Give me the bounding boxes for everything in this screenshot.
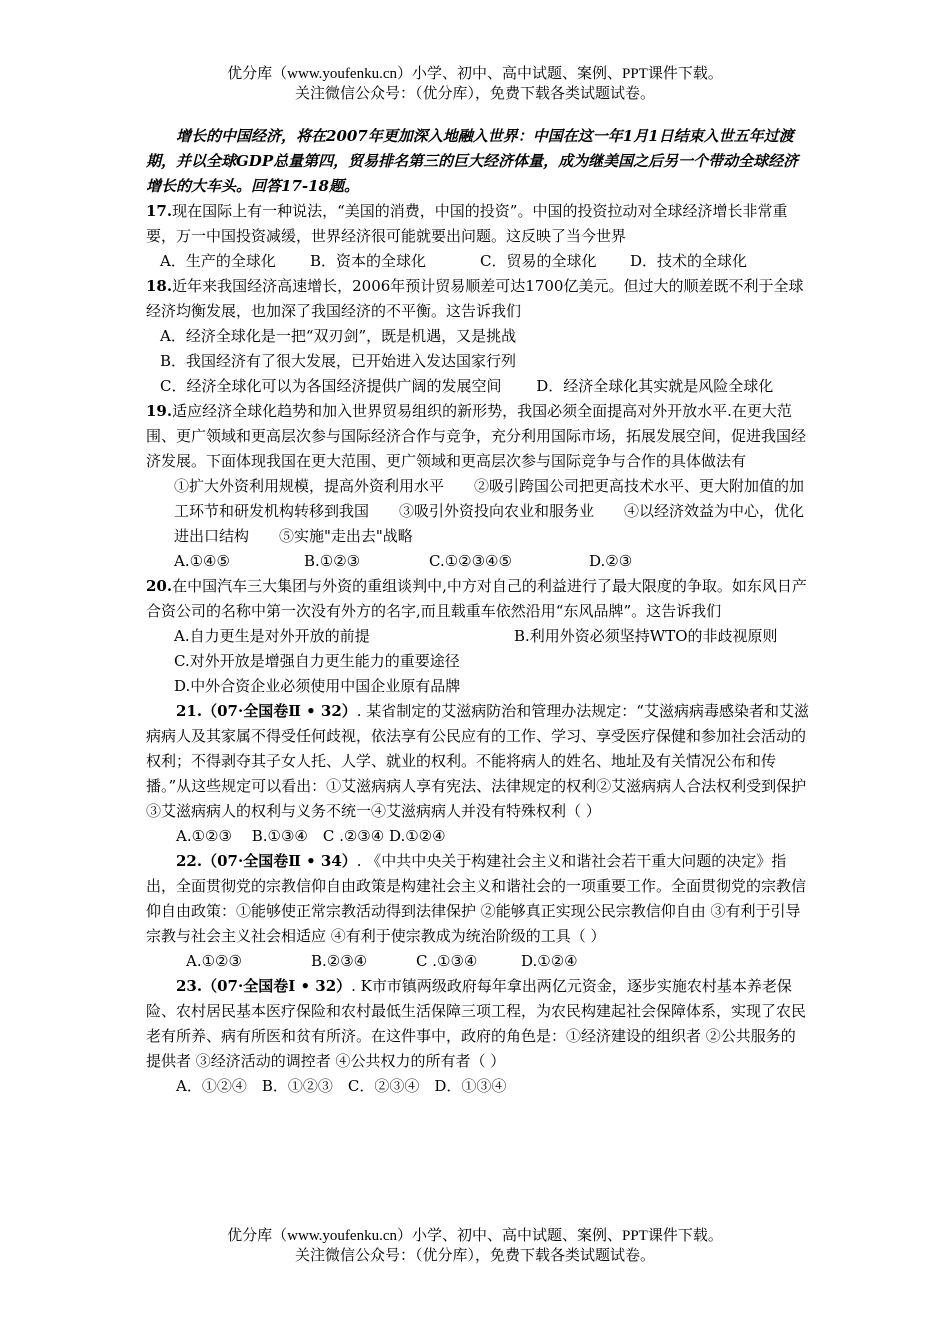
- q17-option-d: D．技术的全球化: [630, 252, 748, 270]
- q18-options-cd: [146, 374, 810, 399]
- q22-option-a: A.①②③: [186, 952, 242, 970]
- q20-option-c: C.对外开放是增强自力更生能力的重要途径: [174, 652, 460, 670]
- footer-line-2: 关注微信公众号：（优分库），免费下载各类试题试卷。: [294, 1248, 655, 1264]
- q18-option-d: D．经济全球化其实就是风险全球化: [536, 377, 774, 395]
- question-22-options: [146, 949, 810, 974]
- q17-option-c: C．贸易的全球化: [480, 252, 597, 270]
- question-19-number: 19.: [146, 402, 173, 420]
- q19-option-a: A.①④⑤: [174, 552, 230, 570]
- question-18-text: 近年来我国经济高速增长，2006年预计贸易顺差可达1700亿美元。但过大的顺差既不利于全球经济均衡发展，也加深了我国经济的不平衡。这告诉我们: [146, 277, 804, 320]
- question-23-source: （07·全国卷Ⅰ • 32）: [202, 977, 352, 995]
- q20-option-a: A.自力更生是对外开放的前提: [174, 627, 370, 645]
- page-header: [0, 64, 950, 104]
- question-17-options: [146, 249, 810, 274]
- q20-option-d: D.中外合资企业必须使用中国企业原有品牌: [174, 677, 461, 695]
- question-21-options: A.①②③ B.①③④ C .②③④ D.①②④: [176, 827, 446, 845]
- header-line-1: 优分库（www.youfenku.cn）小学、初中、高中试题、案例、PPT课件下载。: [227, 66, 723, 82]
- question-20-number: 20.: [146, 577, 173, 595]
- question-20-stem: [146, 574, 810, 624]
- question-17-number: 17.: [146, 202, 173, 220]
- q19-option-c: C.①②③④⑤: [429, 552, 512, 570]
- page-footer: [0, 1226, 950, 1266]
- document-body: [146, 124, 810, 1099]
- question-19-text: 适应经济全球化趋势和加入世界贸易组织的新形势，我国必须全面提高对外开放水平.在更大范围、更广领域和更高层次参与国际经济合作与竞争，充分利用国际市场，拓展发展空间，促进我国经济发展。下面体现我国在更大范围、更广领域和更高层次参与国际竞争与合作的具体做法有: [146, 402, 807, 470]
- question-23-options: A．①②④ B．①②③ C．②③④ D．①③④: [176, 1077, 507, 1095]
- question-21-number: 21.: [176, 702, 203, 720]
- question-22-source: （07·全国卷Ⅱ • 34）: [202, 852, 357, 870]
- question-21-source: （07·全国卷Ⅱ • 32）: [202, 702, 357, 720]
- question-18-stem: [146, 274, 810, 324]
- q22-option-b: B.②③④: [311, 952, 368, 970]
- q22-option-d: D.①②④: [521, 952, 578, 970]
- question-22-stem: [146, 849, 810, 949]
- question-19-options: [146, 549, 810, 574]
- q18-option-b: B．我国经济有了很大发展，已开始进入发达国家行列: [160, 352, 517, 370]
- question-17-text: 现在国际上有一种说法，“美国的消费，中国的投资”。中国的投资拉动对全球经济增长非常重要，万一中国投资减缓，世界经济很可能就要出问题。这反映了当今世界: [146, 202, 788, 245]
- q18-option-a: A．经济全球化是一把“双刃剑”，既是机遇，又是挑战: [160, 327, 517, 345]
- q17-option-b: B．资本的全球化: [310, 252, 427, 270]
- question-23-number: 23.: [176, 977, 203, 995]
- question-19-stem: [146, 399, 810, 474]
- q18-option-c: C．经济全球化可以为各国经济提供广阔的发展空间: [160, 377, 502, 395]
- q19-option-d: D.②③: [589, 552, 633, 570]
- question-23-text: . K市市镇两级政府每年拿出两亿元资金，逐步实施农村基本养老保险、农村居民基本医疗保险和农村最低生活保障三项工程，为农民构建起社会保障体系，实现了农民老有所养、病有所医和贫有所济。在这件事中，政府的角色是：①经济建设的组织者 ②公共服务的提供者 ③经济活动的调控者 ④公共权力的所有者（ ）: [146, 977, 807, 1070]
- q20-options-ab: [146, 624, 810, 649]
- header-line-2: 关注微信公众号：（优分库），免费下载各类试题试卷。: [294, 86, 655, 102]
- question-22-text: . 《中共中央关于构建社会主义和谐社会若干重大问题的决定》指出，全面贯彻党的宗教信仰自由政策是构建社会主义和谐社会的一项重要工作。全面贯彻党的宗教信仰自由政策：①能够使正常宗教活动得到法律保护 ②能够真正实现公民宗教信仰自由 ③有利于引导宗教与社会主义社会相适应 ④有利于使宗教成为统治阶级的工具（ ）: [146, 852, 807, 945]
- question-18-number: 18.: [146, 277, 173, 295]
- question-19-items: ①扩大外资利用规模，提高外资利用水平 ②吸引跨国公司把更高技术水平、更大附加值的加工环节和研发机构转移到我国 ③吸引外资投向农业和服务业 ④以经济效益为中心，优化进出口结构 ⑤实施"走出去"战略: [174, 477, 805, 545]
- question-17-stem: [146, 199, 810, 249]
- question-21-text: . 某省制定的艾滋病防治和管理办法规定：“艾滋病病毒感染者和艾滋病病人及其家属不得受任何歧视，依法享有公民应有的工作、学习、享受医疗保健和参加社会活动的权利；不得剥夺其子女人托、人学、就业的权利。不能将病人的姓名、地址及有关情况公布和传播。”从这些规定可以看出：①艾滋病病人享有宪法、法律规定的权利②艾滋病病人合法权利受到保护③艾滋病病人的权利与义务不统一④艾滋病病人并没有特殊权利（ ）: [146, 702, 809, 820]
- question-20-text: 在中国汽车三大集团与外资的重组谈判中,中方对自己的利益进行了最大限度的争取。如东风日产合资公司的名称中第一次没有外方的名字,而且载重车依然沿用“东风品牌”。这告诉我们: [146, 577, 807, 620]
- q22-option-c: C .①③④: [416, 952, 478, 970]
- q17-option-a: A．生产的全球化: [160, 252, 276, 270]
- q20-option-b: B.利用外资必须坚持WTO的非歧视原则: [514, 627, 778, 645]
- question-21-stem: [146, 699, 810, 824]
- footer-line-1: 优分库（www.youfenku.cn）小学、初中、高中试题、案例、PPT课件下载。: [227, 1228, 723, 1244]
- intro-paragraph: 增长的中国经济，将在2007年更加深入地融入世界：中国在这一年1月1日结束入世五年过渡期，并以全球GDP总量第四，贸易排名第三的巨大经济体量，成为继美国之后另一个带动全球经济增长的大车头。回答17-18题。: [146, 127, 799, 195]
- q19-option-b: B.①②③: [304, 552, 361, 570]
- question-23-stem: [146, 974, 810, 1074]
- question-22-number: 22.: [176, 852, 203, 870]
